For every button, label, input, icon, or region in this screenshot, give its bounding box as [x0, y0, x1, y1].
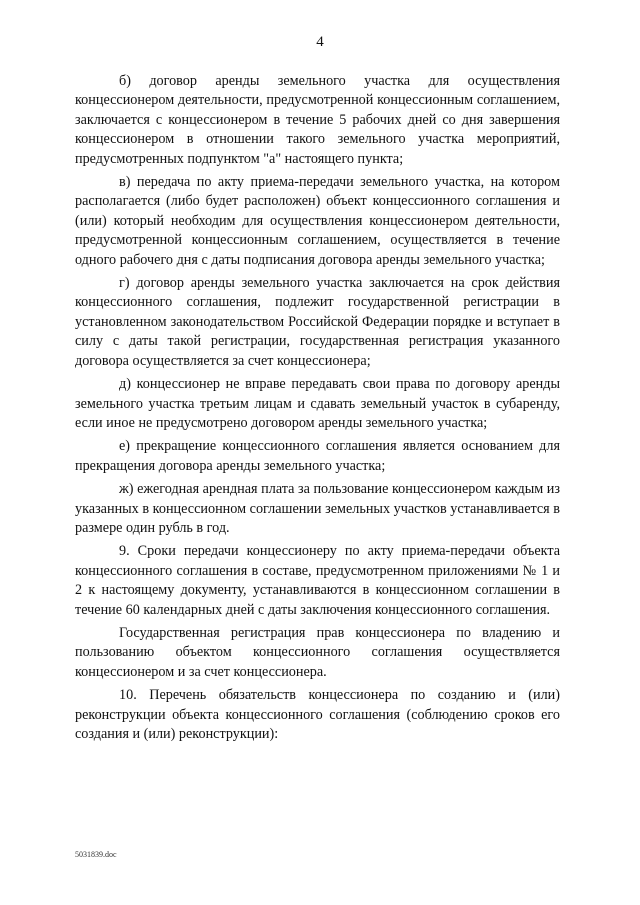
paragraph-item-d: д) концессионер не вправе передавать свои права по договору аренды земельного участка третьим лицам и сдавать земельный участок в субаренду, если иное не предусмотрено договором аренды земельного участка; [75, 376, 560, 431]
page-number: 4 [316, 34, 324, 50]
paragraph-item-e: е) прекращение концессионного соглашения является основанием для прекращения договора аренды земельного участка; [75, 438, 560, 474]
paragraph-item-g: г) договор аренды земельного участка заключается на срок действия концессионного соглашения, подлежит государственной регистрации в установленном законодательством Российской Федерации порядке и вступает в силу с даты такой регистрации, государственная регистрация указанного договора осуществляется за счет концессионера; [75, 275, 560, 369]
paragraph-registration: Государственная регистрация прав концессионера по владению и пользованию объектом концессионного соглашения осуществляется концессионером и за счет концессионера. [75, 624, 560, 680]
paragraph-section-9: 9. Сроки передачи концессионеру по акту приема-передачи объекта концессионного соглашения в составе, предусмотренном приложениями № 1 и 2 к настоящему документу, устанавливаются в концессионном соглашении в течение 60 календарных дней с даты заключения концессионного соглашения. [75, 543, 560, 618]
paragraph-item-zh: ж) ежегодная арендная плата за пользование концессионером каждым из указанных в концессионном соглашении земельных участков устанавливается в размере один рубль в год. [75, 481, 560, 536]
paragraph-section-10: 10. Перечень обязательств концессионера по созданию и (или) реконструкции объекта концессионного соглашения (соблюдению сроков его создания и (или) реконструкции): [75, 687, 560, 742]
document-filename: 5031839.doc [75, 850, 117, 859]
document-body [75, 72, 560, 748]
paragraph-item-b: б) договор аренды земельного участка для осуществления концессионером деятельности, предусмотренной концессионным соглашением, заключается с концессионером в течение 5 рабочих дней со дня завершения концессионером в отношении такого земельного участка мероприятий, предусмотренных подпунктом "а" настоящего пункта; [75, 73, 560, 167]
paragraph-item-v: в) передача по акту приема-передачи земельного участка, на котором располагается (либо будет расположен) объект концессионного соглашения и (или) который необходим для осуществления концессионером деятельности, предусмотренной концессионным соглашением, осуществляется в течение одного рабочего дня с даты подписания договора аренды земельного участка; [75, 174, 560, 268]
